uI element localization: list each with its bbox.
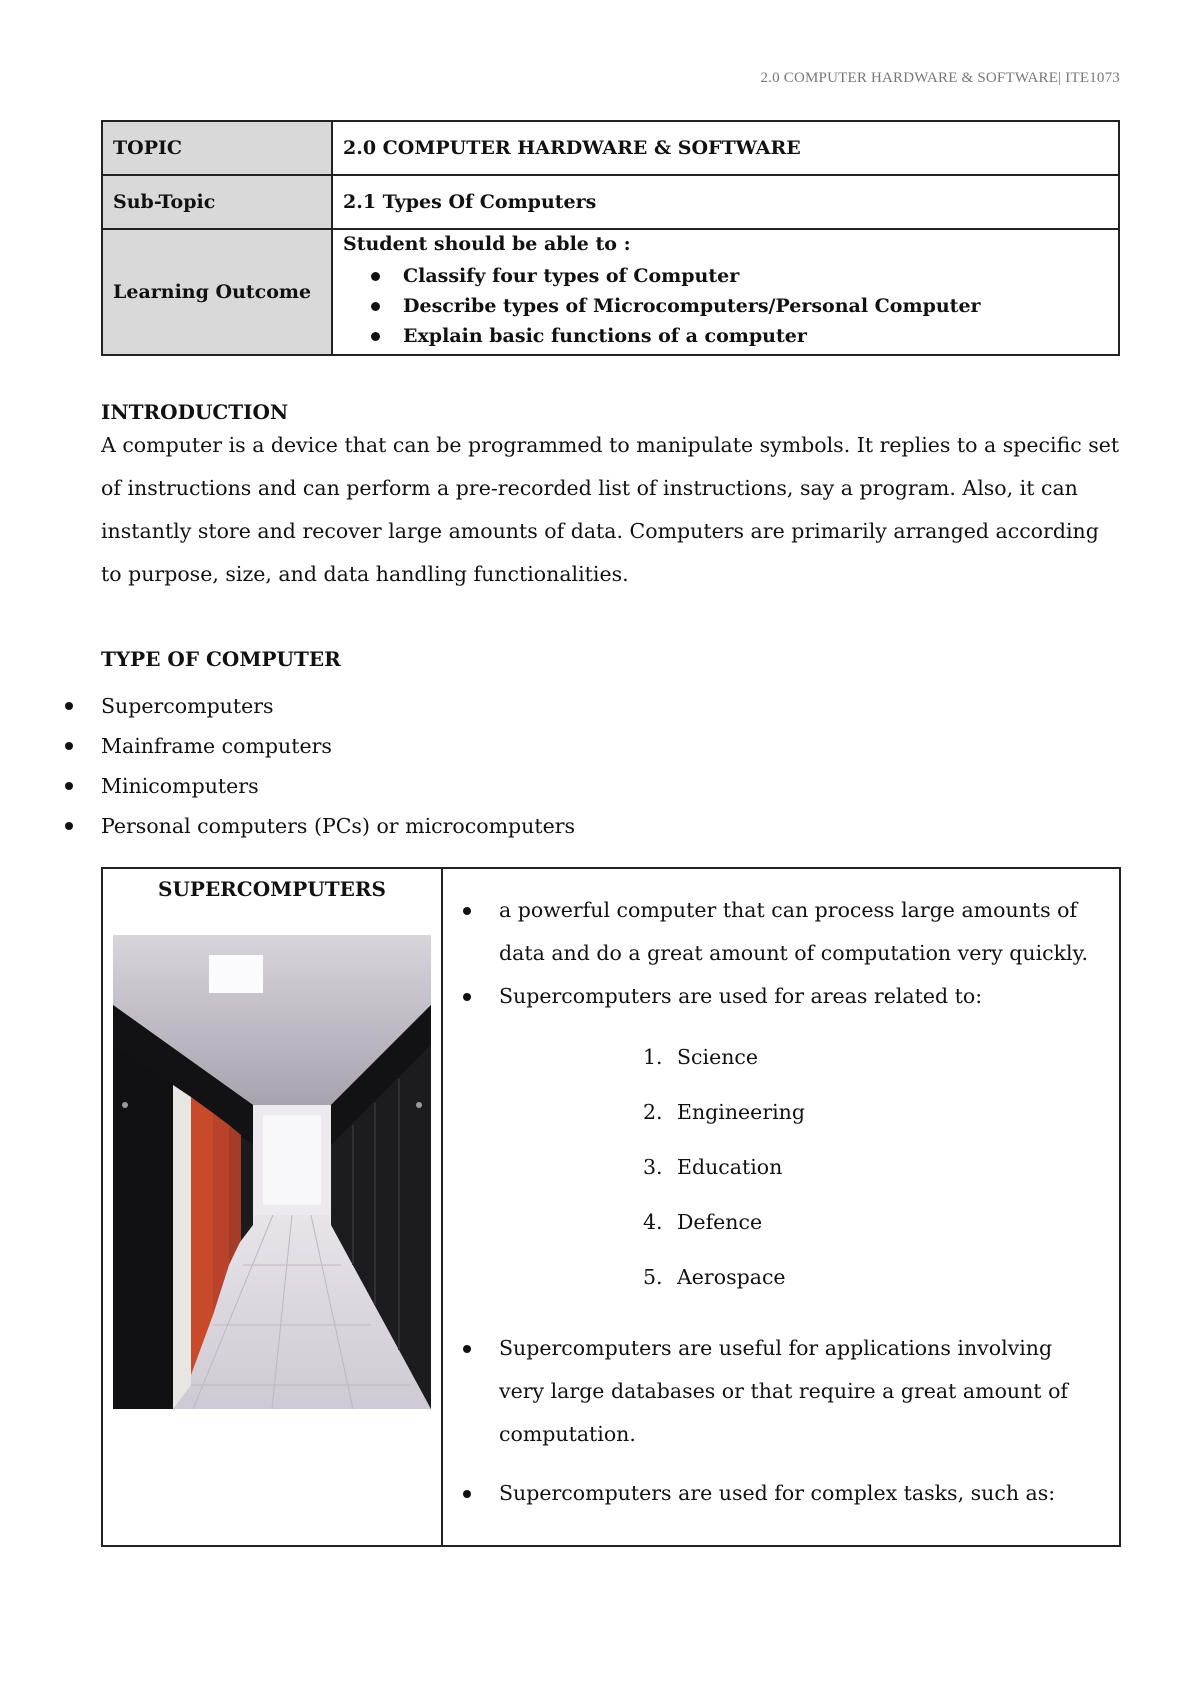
introduction-heading: INTRODUCTION [101, 400, 289, 424]
subtopic-label: Sub-Topic [102, 175, 332, 229]
topic-row [102, 121, 1119, 175]
subtopic-row [102, 175, 1119, 229]
learning-outcome-label: Learning Outcome [102, 229, 332, 355]
area-item [643, 1089, 1103, 1144]
bullet-item: Supercomputers are useful for applications involving very large databases or that require a great amount of computation. [463, 1327, 1103, 1456]
area-item [643, 1254, 1103, 1309]
learning-outcome-list [343, 261, 1108, 351]
area-label: Engineering [677, 1100, 805, 1124]
area-item [643, 1034, 1103, 1089]
table-divider [441, 869, 443, 1545]
learning-outcome-intro: Student should be able to : [343, 233, 631, 255]
area-item [643, 1144, 1103, 1199]
area-number: 4. [643, 1210, 663, 1234]
area-number: 3. [643, 1155, 663, 1179]
area-label: Defence [677, 1210, 763, 1234]
types-list [101, 686, 575, 846]
types-heading: TYPE OF COMPUTER [101, 647, 341, 671]
supercomputers-title: SUPERCOMPUTERS [158, 877, 386, 901]
area-number: 1. [643, 1045, 663, 1069]
types-list-item: Mainframe computers [101, 726, 575, 766]
types-list-item: Supercomputers [101, 686, 575, 726]
supercomputers-description [463, 889, 1103, 1515]
subtopic-value: 2.1 Types Of Computers [332, 175, 1119, 229]
bullet-item: Supercomputers are used for areas related to: [463, 975, 1103, 1018]
learning-outcome-cell [332, 229, 1119, 355]
types-list-item: Personal computers (PCs) or microcomputers [101, 806, 575, 846]
topic-value: 2.0 COMPUTER HARDWARE & SOFTWARE [332, 121, 1119, 175]
learning-outcome-item: Describe types of Microcomputers/Personal Computer [403, 291, 1108, 321]
bullet-item: a powerful computer that can process large amounts of data and do a great amount of computation very quickly. [463, 889, 1103, 975]
learning-outcome-item: Classify four types of Computer [403, 261, 1108, 291]
supercomputer-photo [113, 935, 431, 1409]
bullet-item: Supercomputers are used for complex tasks, such as: [463, 1472, 1103, 1515]
topic-table [101, 120, 1120, 356]
area-number: 5. [643, 1265, 663, 1289]
running-header: 2.0 COMPUTER HARDWARE & SOFTWARE| ITE1073 [760, 70, 1120, 86]
areas-list [463, 1034, 1103, 1309]
area-label: Aerospace [677, 1265, 786, 1289]
area-label: Education [677, 1155, 783, 1179]
supercomputers-table [101, 867, 1121, 1547]
topic-label: TOPIC [102, 121, 332, 175]
introduction-text: A computer is a device that can be programmed to manipulate symbols. It replies to a specific set of instructions and can perform a pre-recorded list of instructions, say a program. Also, it can instantly store and recover large amounts of data. Computers are primarily arranged according to purpose, size, and data handling functionalities. [101, 433, 1120, 586]
learning-outcome-item: Explain basic functions of a computer [403, 321, 1108, 351]
area-item [643, 1199, 1103, 1254]
types-list-item: Minicomputers [101, 766, 575, 806]
area-number: 2. [643, 1100, 663, 1124]
area-label: Science [677, 1045, 759, 1069]
learning-outcome-row [102, 229, 1119, 355]
